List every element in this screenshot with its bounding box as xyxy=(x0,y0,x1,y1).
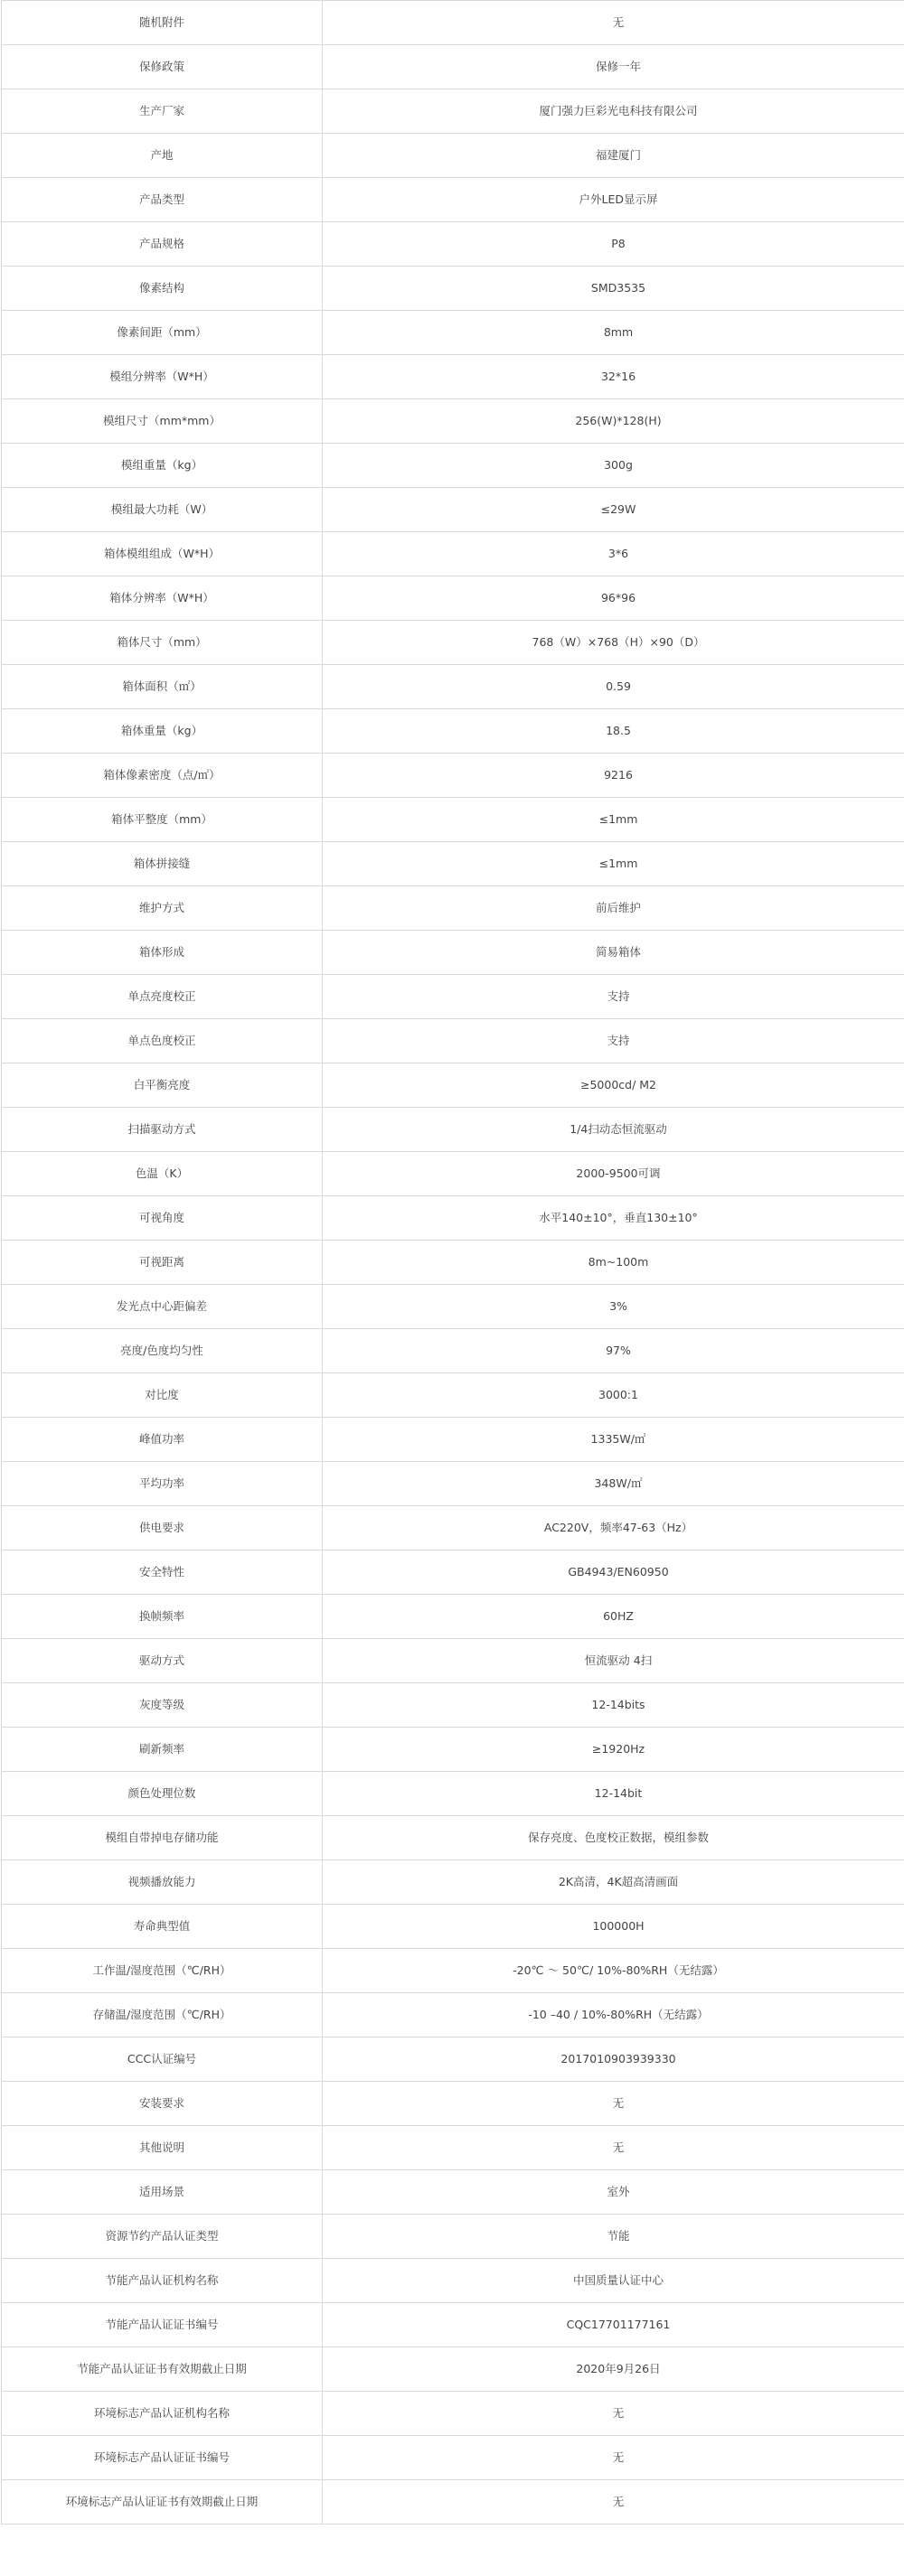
product-spec-table xyxy=(1,0,904,2524)
spec-value: 1335W/㎡ xyxy=(323,1418,904,1462)
spec-label: 模组重量（kg） xyxy=(2,444,323,488)
spec-value: 保存亮度、色度校正数据，模组参数 xyxy=(323,1816,904,1860)
spec-row xyxy=(2,89,904,134)
spec-value: 3*6 xyxy=(323,532,904,576)
spec-row xyxy=(2,1683,904,1728)
spec-value: ≥5000cd/ M2 xyxy=(323,1063,904,1108)
spec-label: 箱体拼接缝 xyxy=(2,842,323,886)
spec-label: 可视距离 xyxy=(2,1241,323,1285)
spec-label: 箱体模组组成（W*H） xyxy=(2,532,323,576)
spec-value: 9216 xyxy=(323,754,904,798)
spec-value: CQC17701177161 xyxy=(323,2303,904,2347)
spec-label: 其他说明 xyxy=(2,2126,323,2170)
spec-row xyxy=(2,1860,904,1905)
spec-value: AC220V，频率47-63（Hz） xyxy=(323,1506,904,1550)
spec-label: 工作温/湿度范围（℃/RH） xyxy=(2,1949,323,1993)
spec-row xyxy=(2,1196,904,1241)
spec-row xyxy=(2,1550,904,1595)
spec-label: 白平衡亮度 xyxy=(2,1063,323,1108)
spec-row xyxy=(2,488,904,532)
spec-row xyxy=(2,1816,904,1860)
spec-value: -20℃ ～ 50℃/ 10%-80%RH（无结露） xyxy=(323,1949,904,1993)
spec-value: 12-14bit xyxy=(323,1772,904,1816)
spec-label: 产品类型 xyxy=(2,178,323,222)
spec-row xyxy=(2,1329,904,1373)
spec-row xyxy=(2,931,904,975)
spec-row xyxy=(2,2347,904,2392)
spec-value: ≤1mm xyxy=(323,798,904,842)
spec-label: 节能产品认证证书编号 xyxy=(2,2303,323,2347)
spec-value: ≤1mm xyxy=(323,842,904,886)
spec-row xyxy=(2,665,904,709)
spec-value: 无 xyxy=(323,2082,904,2126)
spec-label: 保修政策 xyxy=(2,45,323,89)
spec-label: 扫描驱动方式 xyxy=(2,1108,323,1152)
spec-label: 视频播放能力 xyxy=(2,1860,323,1905)
spec-value: 无 xyxy=(323,1,904,45)
spec-label: 箱体形成 xyxy=(2,931,323,975)
spec-row xyxy=(2,1,904,45)
spec-row xyxy=(2,1772,904,1816)
spec-value: 768（W）×768（H）×90（D） xyxy=(323,621,904,665)
spec-label: 峰值功率 xyxy=(2,1418,323,1462)
spec-label: 环境标志产品认证证书有效期截止日期 xyxy=(2,2480,323,2524)
spec-row xyxy=(2,532,904,576)
spec-row xyxy=(2,2259,904,2303)
spec-row xyxy=(2,1241,904,1285)
spec-row xyxy=(2,576,904,621)
spec-value: 8mm xyxy=(323,311,904,355)
spec-label: 平均功率 xyxy=(2,1462,323,1506)
spec-row xyxy=(2,311,904,355)
spec-label: 供电要求 xyxy=(2,1506,323,1550)
spec-label: 箱体尺寸（mm） xyxy=(2,621,323,665)
spec-label: 可视角度 xyxy=(2,1196,323,1241)
spec-row xyxy=(2,178,904,222)
spec-value: 无 xyxy=(323,2436,904,2480)
spec-label: 存储温/湿度范围（℃/RH） xyxy=(2,1993,323,2037)
spec-row xyxy=(2,2215,904,2259)
spec-row xyxy=(2,267,904,311)
spec-row xyxy=(2,1373,904,1418)
spec-label: 单点亮度校正 xyxy=(2,975,323,1019)
spec-value: 水平140±10°，垂直130±10° xyxy=(323,1196,904,1241)
spec-row xyxy=(2,1506,904,1550)
spec-row xyxy=(2,842,904,886)
spec-label: 像素间距（mm） xyxy=(2,311,323,355)
spec-label: 色温（K） xyxy=(2,1152,323,1196)
spec-row xyxy=(2,45,904,89)
spec-value: 256(W)*128(H) xyxy=(323,399,904,444)
spec-label: 适用场景 xyxy=(2,2170,323,2215)
spec-value: 3% xyxy=(323,1285,904,1329)
spec-label: 灰度等级 xyxy=(2,1683,323,1728)
spec-label: 箱体面积（㎡） xyxy=(2,665,323,709)
spec-label: 安装要求 xyxy=(2,2082,323,2126)
spec-value: 8m~100m xyxy=(323,1241,904,1285)
spec-label: 资源节约产品认证类型 xyxy=(2,2215,323,2259)
spec-row xyxy=(2,2082,904,2126)
spec-value: 1/4扫动态恒流驱动 xyxy=(323,1108,904,1152)
spec-label: 箱体平整度（mm） xyxy=(2,798,323,842)
spec-row xyxy=(2,1462,904,1506)
spec-label: 产品规格 xyxy=(2,222,323,267)
spec-row xyxy=(2,1108,904,1152)
spec-row xyxy=(2,399,904,444)
spec-label: 刷新频率 xyxy=(2,1728,323,1772)
spec-label: 随机附件 xyxy=(2,1,323,45)
spec-row xyxy=(2,1905,904,1949)
spec-row xyxy=(2,798,904,842)
spec-value: 福建厦门 xyxy=(323,134,904,178)
spec-label: 驱动方式 xyxy=(2,1639,323,1683)
spec-value: SMD3535 xyxy=(323,267,904,311)
spec-row xyxy=(2,222,904,267)
spec-row xyxy=(2,2436,904,2480)
spec-label: 模组分辨率（W*H） xyxy=(2,355,323,399)
spec-value: 96*96 xyxy=(323,576,904,621)
spec-value: 348W/㎡ xyxy=(323,1462,904,1506)
spec-row xyxy=(2,1993,904,2037)
spec-label: 亮度/色度均匀性 xyxy=(2,1329,323,1373)
spec-label: 模组自带掉电存储功能 xyxy=(2,1816,323,1860)
spec-label: 颜色处理位数 xyxy=(2,1772,323,1816)
spec-row xyxy=(2,2303,904,2347)
spec-value: 厦门强力巨彩光电科技有限公司 xyxy=(323,89,904,134)
spec-label: 箱体像素密度（点/㎡） xyxy=(2,754,323,798)
spec-value: 2020年9月26日 xyxy=(323,2347,904,2392)
spec-row xyxy=(2,1063,904,1108)
spec-value: 300g xyxy=(323,444,904,488)
spec-value: 32*16 xyxy=(323,355,904,399)
spec-row xyxy=(2,2170,904,2215)
spec-row xyxy=(2,1728,904,1772)
spec-value: 12-14bits xyxy=(323,1683,904,1728)
spec-value: 60HZ xyxy=(323,1595,904,1639)
spec-label: 节能产品认证机构名称 xyxy=(2,2259,323,2303)
spec-value: P8 xyxy=(323,222,904,267)
spec-value: 97% xyxy=(323,1329,904,1373)
spec-value: 支持 xyxy=(323,975,904,1019)
spec-value: ≥1920Hz xyxy=(323,1728,904,1772)
spec-value: 100000H xyxy=(323,1905,904,1949)
spec-label: 安全特性 xyxy=(2,1550,323,1595)
spec-label: 模组最大功耗（W） xyxy=(2,488,323,532)
spec-value: 0.59 xyxy=(323,665,904,709)
spec-value: 室外 xyxy=(323,2170,904,2215)
spec-row xyxy=(2,2037,904,2082)
spec-value: 无 xyxy=(323,2392,904,2436)
spec-label: 箱体重量（kg） xyxy=(2,709,323,754)
spec-value: 2000-9500可调 xyxy=(323,1152,904,1196)
spec-row xyxy=(2,355,904,399)
spec-row xyxy=(2,1285,904,1329)
spec-label: 生产厂家 xyxy=(2,89,323,134)
spec-table-body xyxy=(2,1,904,2524)
spec-value: 支持 xyxy=(323,1019,904,1063)
spec-value: 简易箱体 xyxy=(323,931,904,975)
spec-value: ≤29W xyxy=(323,488,904,532)
spec-label: 节能产品认证证书有效期截止日期 xyxy=(2,2347,323,2392)
spec-value: 3000:1 xyxy=(323,1373,904,1418)
spec-row xyxy=(2,886,904,931)
spec-label: 模组尺寸（mm*mm） xyxy=(2,399,323,444)
spec-row xyxy=(2,621,904,665)
spec-label: 寿命典型值 xyxy=(2,1905,323,1949)
spec-value: GB4943/EN60950 xyxy=(323,1550,904,1595)
spec-row xyxy=(2,1019,904,1063)
spec-row xyxy=(2,1152,904,1196)
spec-value: 户外LED显示屏 xyxy=(323,178,904,222)
spec-value: 无 xyxy=(323,2480,904,2524)
spec-value: 恒流驱动 4扫 xyxy=(323,1639,904,1683)
spec-row xyxy=(2,2392,904,2436)
spec-label: 单点色度校正 xyxy=(2,1019,323,1063)
spec-label: 发光点中心距偏差 xyxy=(2,1285,323,1329)
spec-label: 换帧频率 xyxy=(2,1595,323,1639)
spec-value: 保修一年 xyxy=(323,45,904,89)
spec-value: 2K高清，4K超高清画面 xyxy=(323,1860,904,1905)
spec-row xyxy=(2,754,904,798)
spec-row xyxy=(2,444,904,488)
spec-value: 节能 xyxy=(323,2215,904,2259)
spec-label: 产地 xyxy=(2,134,323,178)
spec-label: CCC认证编号 xyxy=(2,2037,323,2082)
spec-label: 对比度 xyxy=(2,1373,323,1418)
spec-value: 18.5 xyxy=(323,709,904,754)
spec-label: 箱体分辨率（W*H） xyxy=(2,576,323,621)
spec-row xyxy=(2,1595,904,1639)
spec-label: 环境标志产品认证证书编号 xyxy=(2,2436,323,2480)
spec-row xyxy=(2,975,904,1019)
spec-value: 中国质量认证中心 xyxy=(323,2259,904,2303)
spec-label: 维护方式 xyxy=(2,886,323,931)
spec-label: 环境标志产品认证机构名称 xyxy=(2,2392,323,2436)
spec-row xyxy=(2,1418,904,1462)
spec-row xyxy=(2,2480,904,2524)
spec-value: 前后维护 xyxy=(323,886,904,931)
spec-label: 像素结构 xyxy=(2,267,323,311)
spec-row xyxy=(2,2126,904,2170)
spec-row xyxy=(2,134,904,178)
spec-row xyxy=(2,709,904,754)
spec-value: 2017010903939330 xyxy=(323,2037,904,2082)
spec-value: 无 xyxy=(323,2126,904,2170)
spec-row xyxy=(2,1949,904,1993)
spec-row xyxy=(2,1639,904,1683)
spec-value: -10 –40 / 10%-80%RH（无结露） xyxy=(323,1993,904,2037)
